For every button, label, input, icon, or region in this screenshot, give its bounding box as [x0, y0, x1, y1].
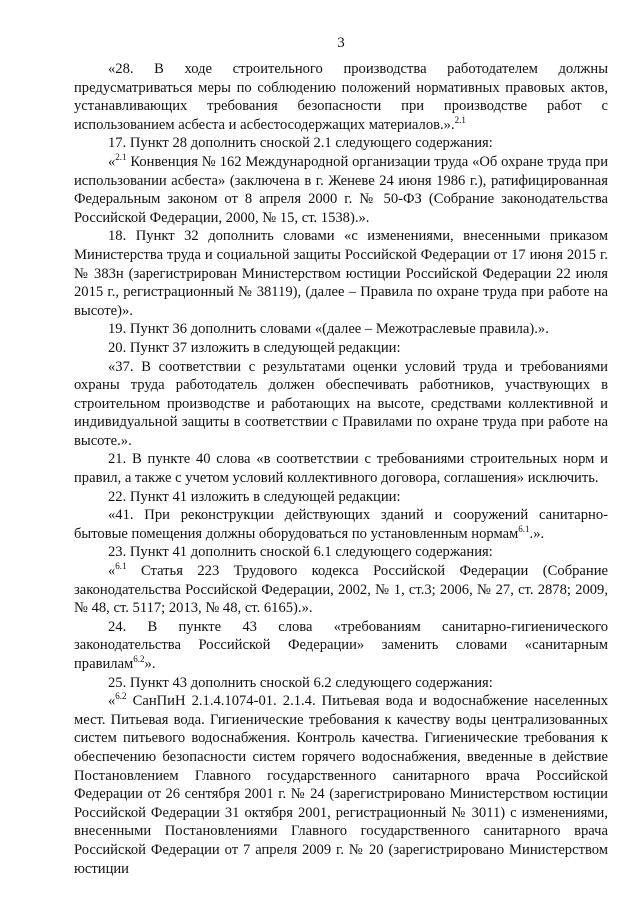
paragraph-13: 25. Пункт 43 дополнить сноской 6.2 следующего содержания: [108, 674, 493, 691]
footnote-ref: 2.1 [454, 114, 466, 125]
paragraph-0: «28. В ходе строительного производства работодателем должны предусматриваться меры по соблюдению положений нормативных правовых актов, устанавливающих требования безопасности при производстве работ с использованием асбеста и асбестосодержащих материалов.».$^{2.1}$ [74, 61, 608, 133]
paragraph-10: 23. Пункт 41 дополнить сноской 6.1 следующего содержания: [108, 544, 493, 561]
footnote-ref: 6.2 [133, 654, 145, 665]
paragraph-1: 17. Пункт 28 дополнить сноской 2.1 следующего содержания: [108, 135, 493, 152]
paragraph-6: «37. В соответствии с результатами оценки условий труда и требованиями охраны труда работодатель должен обеспечивать работников, участвующих в строительном производстве и работающих на высоте, средствами коллективной и индивидуальной защиты в соответствии с Правилами по охране труда при работе на высоте.». [74, 358, 608, 449]
paragraph-14: «$^{6.2}$ СанПиН 2.1.4.1074-01. 2.1.4. Питьевая вода и водоснабжение населенных мест. Питьевая вода. Гигиенические требования к качеству воды централизованных систем питьевого водоснабжения. Контроль качества. Гигиенические требования к обеспечению безопасности систем горячего водоснабжения, введенные в действие Постановлением Главного государственного санитарного врача Российской Федерации от 26 сентября 2001 г. № 24 (зарегистрировано Министерством юстиции Российской Федерации 31 октября 2001, регистрационный № 3011) с изменениями, внесенными Постановлениями Главного государственного санитарного врача Российской Федерации от 7 апреля 2009 г. № 20 (зарегистрировано Министерством юстиции [74, 691, 608, 877]
page-number: 3 [337, 35, 345, 51]
paragraph-4: 19. Пункт 36 дополнить словами «(далее – Межотраслевые правила).». [108, 321, 549, 338]
paragraph-3: 18. Пункт 32 дополнить словами «с изменениями, внесенными приказом Министерства труда и социальной защиты Российской Федерации от 17 июня 2015 г. № 383н (зарегистрирован Министерством юстиции Российской Федерации 22 июля 2015 г., регистрационный № 38119), (далее – Правила по охране труда при работе на высоте)». [74, 228, 608, 319]
footnote-ref: 6.1 [518, 523, 530, 534]
paragraph-8: 22. Пункт 41 изложить в следующей редакции: [108, 488, 401, 505]
paragraph-11: «$^{6.1}$ Статья 223 Трудового кодекса Российской Федерации (Собрание законодательства Российской Федерации, 2002, № 1, ст.3; 2006, № 27, ст. 2878; 2009, № 48, ст. 5117; 2013, № 48, ст. 6165).». [74, 561, 608, 617]
paragraph-5: 20. Пункт 37 изложить в следующей редакции: [108, 339, 401, 356]
footnote-ref: 6.2 [115, 691, 127, 702]
paragraph-9: «41. При реконструкции действующих зданий и сооружений санитарно-бытовые помещения должны оборудоваться по установленным нормам$^{6.1}$.». [74, 507, 608, 542]
footnote-ref: 6.1 [115, 561, 127, 572]
footnote-ref: 2.1 [115, 152, 127, 163]
paragraph-12: 24. В пункте 43 слова «требованиям санитарно-гигиенического законодательства Российской Федерации» заменить словами «санитарным правилам$^{6.2}$». [74, 618, 608, 672]
paragraph-7: 21. В пункте 40 слова «в соответствии с требованиями строительных норм и правил, а также с учетом условий коллективного договора, соглашения» исключить. [74, 451, 608, 487]
paragraph-2: «$^{2.1}$ Конвенция № 162 Международной организации труда «Об охране труда при использовании асбеста» (заключена в г. Женеве 24 июня 1986 г.), ратифицированная Федеральным законом от 8 апреля 2000 г. № 50-ФЗ (Собрание законодательства Российской Федерации, 2000, № 15, ст. 1538).». [74, 152, 608, 226]
